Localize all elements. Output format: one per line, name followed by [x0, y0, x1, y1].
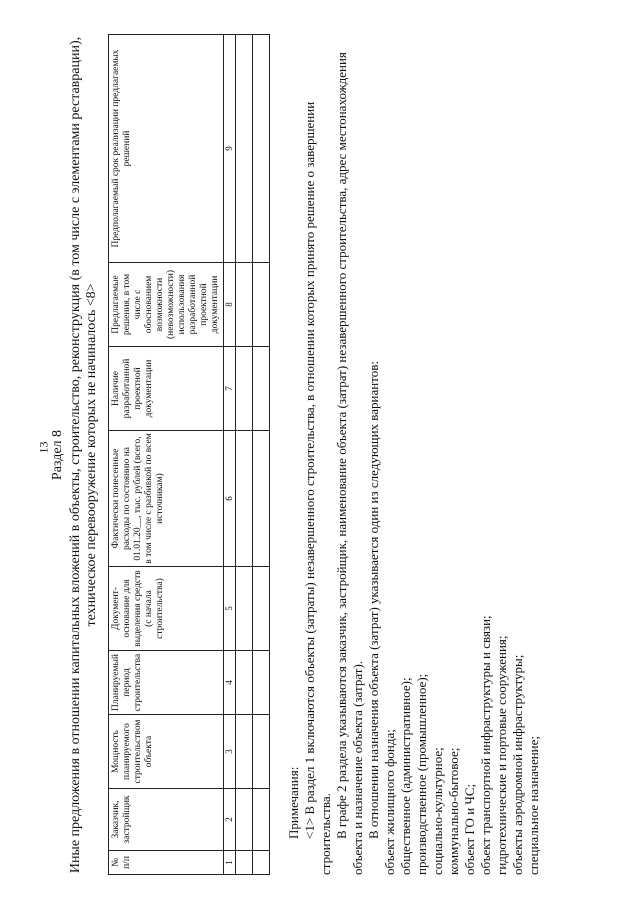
table-cell	[236, 789, 253, 851]
header-cell: Наличие разработанной проектной документации	[109, 347, 224, 431]
header-cell: Заказчик, застройщик	[109, 789, 224, 851]
header-cell: Планируемый период строительства	[109, 651, 224, 715]
notes-block	[286, 35, 542, 875]
table-cell	[236, 851, 253, 875]
column-number: 4	[224, 651, 236, 715]
table-cell	[253, 431, 270, 567]
table-cell	[253, 651, 270, 715]
table-row	[236, 35, 253, 875]
proposals-table	[108, 34, 270, 875]
column-number: 5	[224, 567, 236, 651]
column-number: 8	[224, 263, 236, 347]
table-cell	[236, 263, 253, 347]
column-number: 9	[224, 35, 236, 263]
note-option: объекты аэродромной инфраструктуры;	[510, 654, 525, 875]
column-number: 1	[224, 851, 236, 875]
note-option: коммунально-бытовое;	[446, 747, 461, 875]
column-number: 3	[224, 715, 236, 789]
note-option: объект ГО и ЧС;	[462, 783, 477, 875]
table-row	[253, 35, 270, 875]
section-heading: Иные предложения в отношении капитальных вложений в объекты, строительство, реконструкция (в том числе с элементами реставрации), техническое перевооружение которых не начиналось <8>	[68, 36, 99, 874]
note-option: объект транспортной инфраструктуры и связи;	[478, 615, 493, 875]
table-cell	[253, 715, 270, 789]
note-option: общественное (административное);	[398, 677, 413, 875]
table-cell	[236, 35, 253, 263]
table-cell	[236, 431, 253, 567]
table-cell	[253, 851, 270, 875]
rotated-page-content	[50, 35, 610, 875]
header-cell: Предполагаемый срок реализации предлагаемых решений	[109, 35, 224, 263]
note-option: социально-культурное;	[430, 747, 445, 875]
note-option: гидротехнические и портовые сооружения;	[494, 635, 509, 875]
table-cell	[253, 567, 270, 651]
note-option: производственное (промышленное);	[414, 673, 429, 875]
table-header-row	[109, 35, 224, 875]
table-cell	[253, 263, 270, 347]
column-number: 2	[224, 789, 236, 851]
table-cell	[236, 567, 253, 651]
column-number: 6	[224, 431, 236, 567]
header-cell: Фактически понесенные расходы по состоянию на 01.01.20__, тыс. рублей (всего, в том числе с разбивкой по всем источникам)	[109, 431, 224, 567]
section-title: Раздел 8	[50, 429, 65, 481]
table-cell	[253, 35, 270, 263]
note-paragraph: В графе 2 раздела указываются заказчик, застройщик, наименование объекта (затрат) незавершенного строительства, адрес местонахождения объекта и назначение объекта (затрат).	[334, 52, 365, 875]
notes-title: Примечания:	[286, 766, 301, 839]
note-option: специальное назначение;	[526, 735, 541, 875]
note-option: объект жилищного фонда;	[382, 729, 397, 875]
table-cell	[236, 347, 253, 431]
header-cell: Мощность планируемого строительством объекта	[109, 715, 224, 789]
header-cell: № п/п	[109, 851, 224, 875]
table-cell	[236, 651, 253, 715]
note-paragraph: <1> В раздел 1 включаются объекты (затраты) незавершенного строительства, в отношении которых принято решение о завершении строительства.	[302, 101, 333, 875]
table-cell	[236, 715, 253, 789]
header-cell: Предлагаемые решения, в том числе с обоснованием возможности (невозможности) использования разработанной проектной документации	[109, 263, 224, 347]
note-paragraph: В отношении назначения объекта (затрат) указывается один из следующих вариантов:	[366, 361, 381, 839]
header-cell: Документ-основание для выделения средств (с начала строительства)	[109, 567, 224, 651]
page-number: 13	[36, 441, 51, 454]
table-cell	[253, 347, 270, 431]
column-number-row	[224, 35, 236, 875]
table-cell	[253, 789, 270, 851]
column-number: 7	[224, 347, 236, 431]
section-title-block	[50, 35, 100, 875]
